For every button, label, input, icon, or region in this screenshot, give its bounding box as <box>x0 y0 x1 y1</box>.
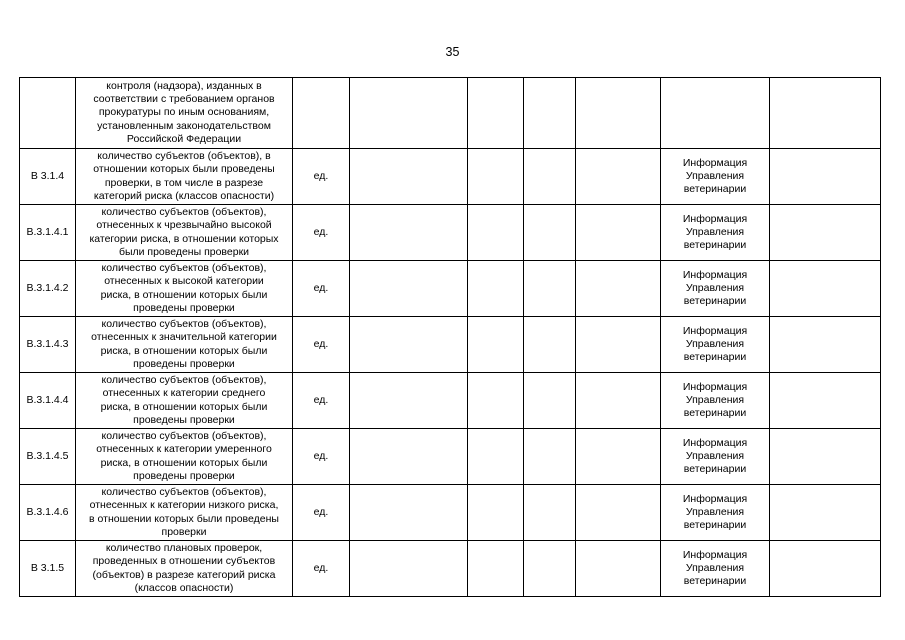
unit-text: ед. <box>313 393 329 406</box>
empty-cell <box>350 541 468 597</box>
empty-cell <box>350 78 468 149</box>
empty-cell <box>468 429 524 485</box>
empty-cell <box>350 317 468 373</box>
empty-cell <box>524 78 576 149</box>
empty-cell <box>770 317 881 373</box>
table-row <box>20 78 881 149</box>
empty-cell <box>350 429 468 485</box>
empty-cell <box>468 541 524 597</box>
unit-cell <box>293 205 350 261</box>
name-cell <box>76 373 293 429</box>
source-text: Информация Управления ветеринарии <box>682 324 748 364</box>
unit-text: ед. <box>313 505 329 518</box>
indicator-table <box>19 77 881 597</box>
name-cell <box>76 485 293 541</box>
unit-text: ед. <box>313 225 329 238</box>
empty-cell <box>770 78 881 149</box>
name-text: количество субъектов (объектов), отнесенных к высокой категории риска, в отношении которых были проведены проверки <box>100 262 268 314</box>
empty-cell <box>468 485 524 541</box>
name-text: количество плановых проверок, проведенных в отношении субъектов (объектов) в разрезе категорий риска (классов опасности) <box>92 542 276 594</box>
empty-cell <box>524 205 576 261</box>
name-cell <box>76 205 293 261</box>
code-cell <box>20 317 76 373</box>
empty-cell <box>770 485 881 541</box>
empty-cell <box>576 373 661 429</box>
unit-text: ед. <box>313 449 329 462</box>
source-text: Информация Управления ветеринарии <box>682 268 748 308</box>
source-cell <box>661 541 770 597</box>
code-text: В.3.1.4.1 <box>26 225 69 238</box>
unit-text: ед. <box>313 169 329 182</box>
name-cell <box>76 429 293 485</box>
name-text: количество субъектов (объектов), отнесенных к категории умеренного риска, в отношении которых были проведены проверки <box>96 430 272 482</box>
empty-cell <box>350 485 468 541</box>
empty-cell <box>524 373 576 429</box>
unit-cell <box>293 485 350 541</box>
empty-cell <box>468 261 524 317</box>
source-cell <box>661 429 770 485</box>
source-text: Информация Управления ветеринарии <box>682 156 748 196</box>
code-cell <box>20 78 76 149</box>
table-row <box>20 373 881 429</box>
unit-text: ед. <box>313 337 329 350</box>
source-cell <box>661 317 770 373</box>
code-cell <box>20 429 76 485</box>
page-number: 35 <box>445 45 460 59</box>
empty-cell <box>576 429 661 485</box>
empty-cell <box>524 429 576 485</box>
code-text: В.3.1.4.3 <box>26 337 69 350</box>
empty-cell <box>524 261 576 317</box>
code-cell <box>20 373 76 429</box>
unit-text: ед. <box>313 281 329 294</box>
empty-cell <box>524 541 576 597</box>
empty-cell <box>770 261 881 317</box>
name-cell <box>76 261 293 317</box>
source-cell <box>661 373 770 429</box>
code-cell <box>20 149 76 205</box>
unit-cell <box>293 261 350 317</box>
empty-cell <box>576 78 661 149</box>
code-cell <box>20 261 76 317</box>
unit-cell <box>293 429 350 485</box>
table-row <box>20 485 881 541</box>
source-cell <box>661 149 770 205</box>
code-text: В.3.1.4.4 <box>26 393 69 406</box>
name-text: контроля (надзора), изданных в соответствии с требованием органов прокуратуры по иным основаниям, установленным законодательством Российской Федерации <box>93 79 275 145</box>
empty-cell <box>350 261 468 317</box>
unit-cell <box>293 373 350 429</box>
empty-cell <box>770 205 881 261</box>
empty-cell <box>468 373 524 429</box>
name-text: количество субъектов (объектов), отнесенных к чрезвычайно высокой категории риска, в отношении которых были проведены проверки <box>89 206 279 258</box>
source-cell <box>661 261 770 317</box>
code-text: В.3.1.4.5 <box>26 449 69 462</box>
name-text: количество субъектов (объектов), отнесенных к значительной категории риска, в отношении которых были проведены проверки <box>91 318 277 370</box>
empty-cell <box>468 205 524 261</box>
unit-cell <box>293 149 350 205</box>
name-cell <box>76 78 293 149</box>
empty-cell <box>350 205 468 261</box>
name-cell <box>76 149 293 205</box>
empty-cell <box>350 149 468 205</box>
empty-cell <box>524 317 576 373</box>
name-text: количество субъектов (объектов), отнесенных к категории низкого риска, в отношении которых были проведены проверки <box>89 486 279 538</box>
empty-cell <box>350 373 468 429</box>
unit-cell <box>293 317 350 373</box>
table-row <box>20 541 881 597</box>
empty-cell <box>468 317 524 373</box>
empty-cell <box>524 485 576 541</box>
empty-cell <box>468 149 524 205</box>
code-cell <box>20 205 76 261</box>
source-cell <box>661 485 770 541</box>
name-cell <box>76 541 293 597</box>
source-text: Информация Управления ветеринарии <box>682 212 748 252</box>
code-cell <box>20 541 76 597</box>
code-text: В.3.1.4.2 <box>26 281 69 294</box>
code-text: В.3.1.4.6 <box>26 505 69 518</box>
empty-cell <box>770 149 881 205</box>
source-cell <box>661 205 770 261</box>
empty-cell <box>576 541 661 597</box>
empty-cell <box>770 541 881 597</box>
unit-text: ед. <box>313 561 329 574</box>
code-text: В 3.1.5 <box>30 561 65 574</box>
empty-cell <box>770 373 881 429</box>
empty-cell <box>576 205 661 261</box>
empty-cell <box>524 149 576 205</box>
empty-cell <box>468 78 524 149</box>
code-text: В 3.1.4 <box>30 169 65 182</box>
source-text: Информация Управления ветеринарии <box>682 436 748 476</box>
name-text: количество субъектов (объектов), отнесенных к категории среднего риска, в отношении которых были проведены проверки <box>100 374 268 426</box>
table-row <box>20 429 881 485</box>
table-row <box>20 261 881 317</box>
empty-cell <box>576 149 661 205</box>
source-text: Информация Управления ветеринарии <box>682 380 748 420</box>
empty-cell <box>576 261 661 317</box>
table-row <box>20 205 881 261</box>
unit-cell <box>293 78 350 149</box>
empty-cell <box>576 317 661 373</box>
name-text: количество субъектов (объектов), в отношении которых были проведены проверки, в том числе в разрезе категорий риска (классов опасности) <box>93 150 275 202</box>
source-text: Информация Управления ветеринарии <box>682 492 748 532</box>
table-row <box>20 317 881 373</box>
code-cell <box>20 485 76 541</box>
source-cell <box>661 78 770 149</box>
empty-cell <box>576 485 661 541</box>
empty-cell <box>770 429 881 485</box>
source-text: Информация Управления ветеринарии <box>682 548 748 588</box>
unit-cell <box>293 541 350 597</box>
table-row <box>20 149 881 205</box>
name-cell <box>76 317 293 373</box>
